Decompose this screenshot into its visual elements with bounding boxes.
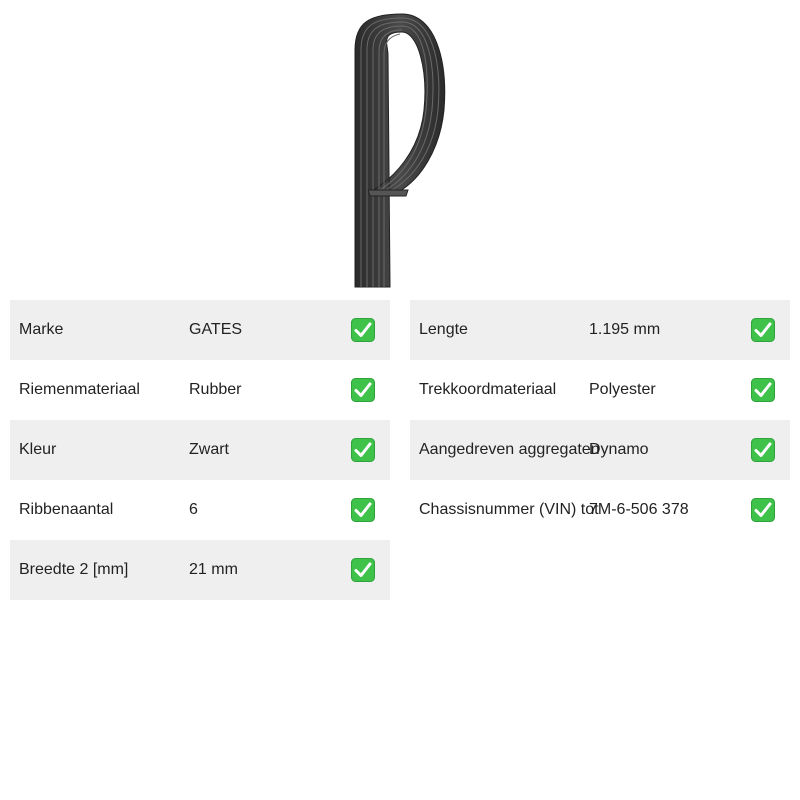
- spec-label: Ribbenaantal: [19, 501, 114, 518]
- spec-label: Marke: [19, 321, 64, 338]
- spec-row-breedte: [10, 540, 390, 600]
- serpentine-belt-icon: [340, 10, 460, 290]
- spec-label: Breedte 2 [mm]: [19, 561, 129, 578]
- check-icon: [351, 558, 375, 582]
- check-icon: [351, 438, 375, 462]
- spec-value: Dynamo: [589, 441, 649, 458]
- spec-row-kleur: [10, 420, 390, 480]
- spec-value: 6: [189, 501, 198, 518]
- spec-value: Zwart: [189, 441, 229, 458]
- spec-row-ribbenaantal: [10, 480, 390, 540]
- check-icon: [751, 498, 775, 522]
- spec-label: Trekkoordmateriaal: [419, 381, 557, 398]
- spec-value: 1.195 mm: [589, 321, 661, 338]
- spec-value: GATES: [189, 321, 243, 338]
- check-icon: [351, 378, 375, 402]
- spec-row-aangedreven-aggregaten: [410, 420, 790, 480]
- spec-label: Kleur: [19, 441, 57, 458]
- check-icon: [751, 318, 775, 342]
- spec-label: Aangedreven aggregaten: [419, 441, 600, 458]
- check-icon: [751, 378, 775, 402]
- spec-value: 7M-6-506 378: [589, 501, 689, 518]
- spec-row-trekkoordmateriaal: [410, 360, 790, 420]
- check-icon: [351, 498, 375, 522]
- spec-value: Polyester: [589, 381, 656, 398]
- spec-label: Chassisnummer (VIN) tot: [419, 501, 599, 518]
- product-image: [340, 10, 460, 290]
- spec-value: 21 mm: [189, 561, 238, 578]
- check-icon: [351, 318, 375, 342]
- spec-value: Rubber: [189, 381, 242, 398]
- spec-label: Riemenmateriaal: [19, 381, 140, 398]
- spec-row-riemenmateriaal: [10, 360, 390, 420]
- check-icon: [751, 438, 775, 462]
- spec-table-right: [410, 300, 790, 540]
- spec-row-chassisnummer: [410, 480, 790, 540]
- spec-row-lengte: [410, 300, 790, 360]
- spec-table-left: [10, 300, 390, 600]
- spec-label: Lengte: [419, 321, 468, 338]
- spec-row-marke: [10, 300, 390, 360]
